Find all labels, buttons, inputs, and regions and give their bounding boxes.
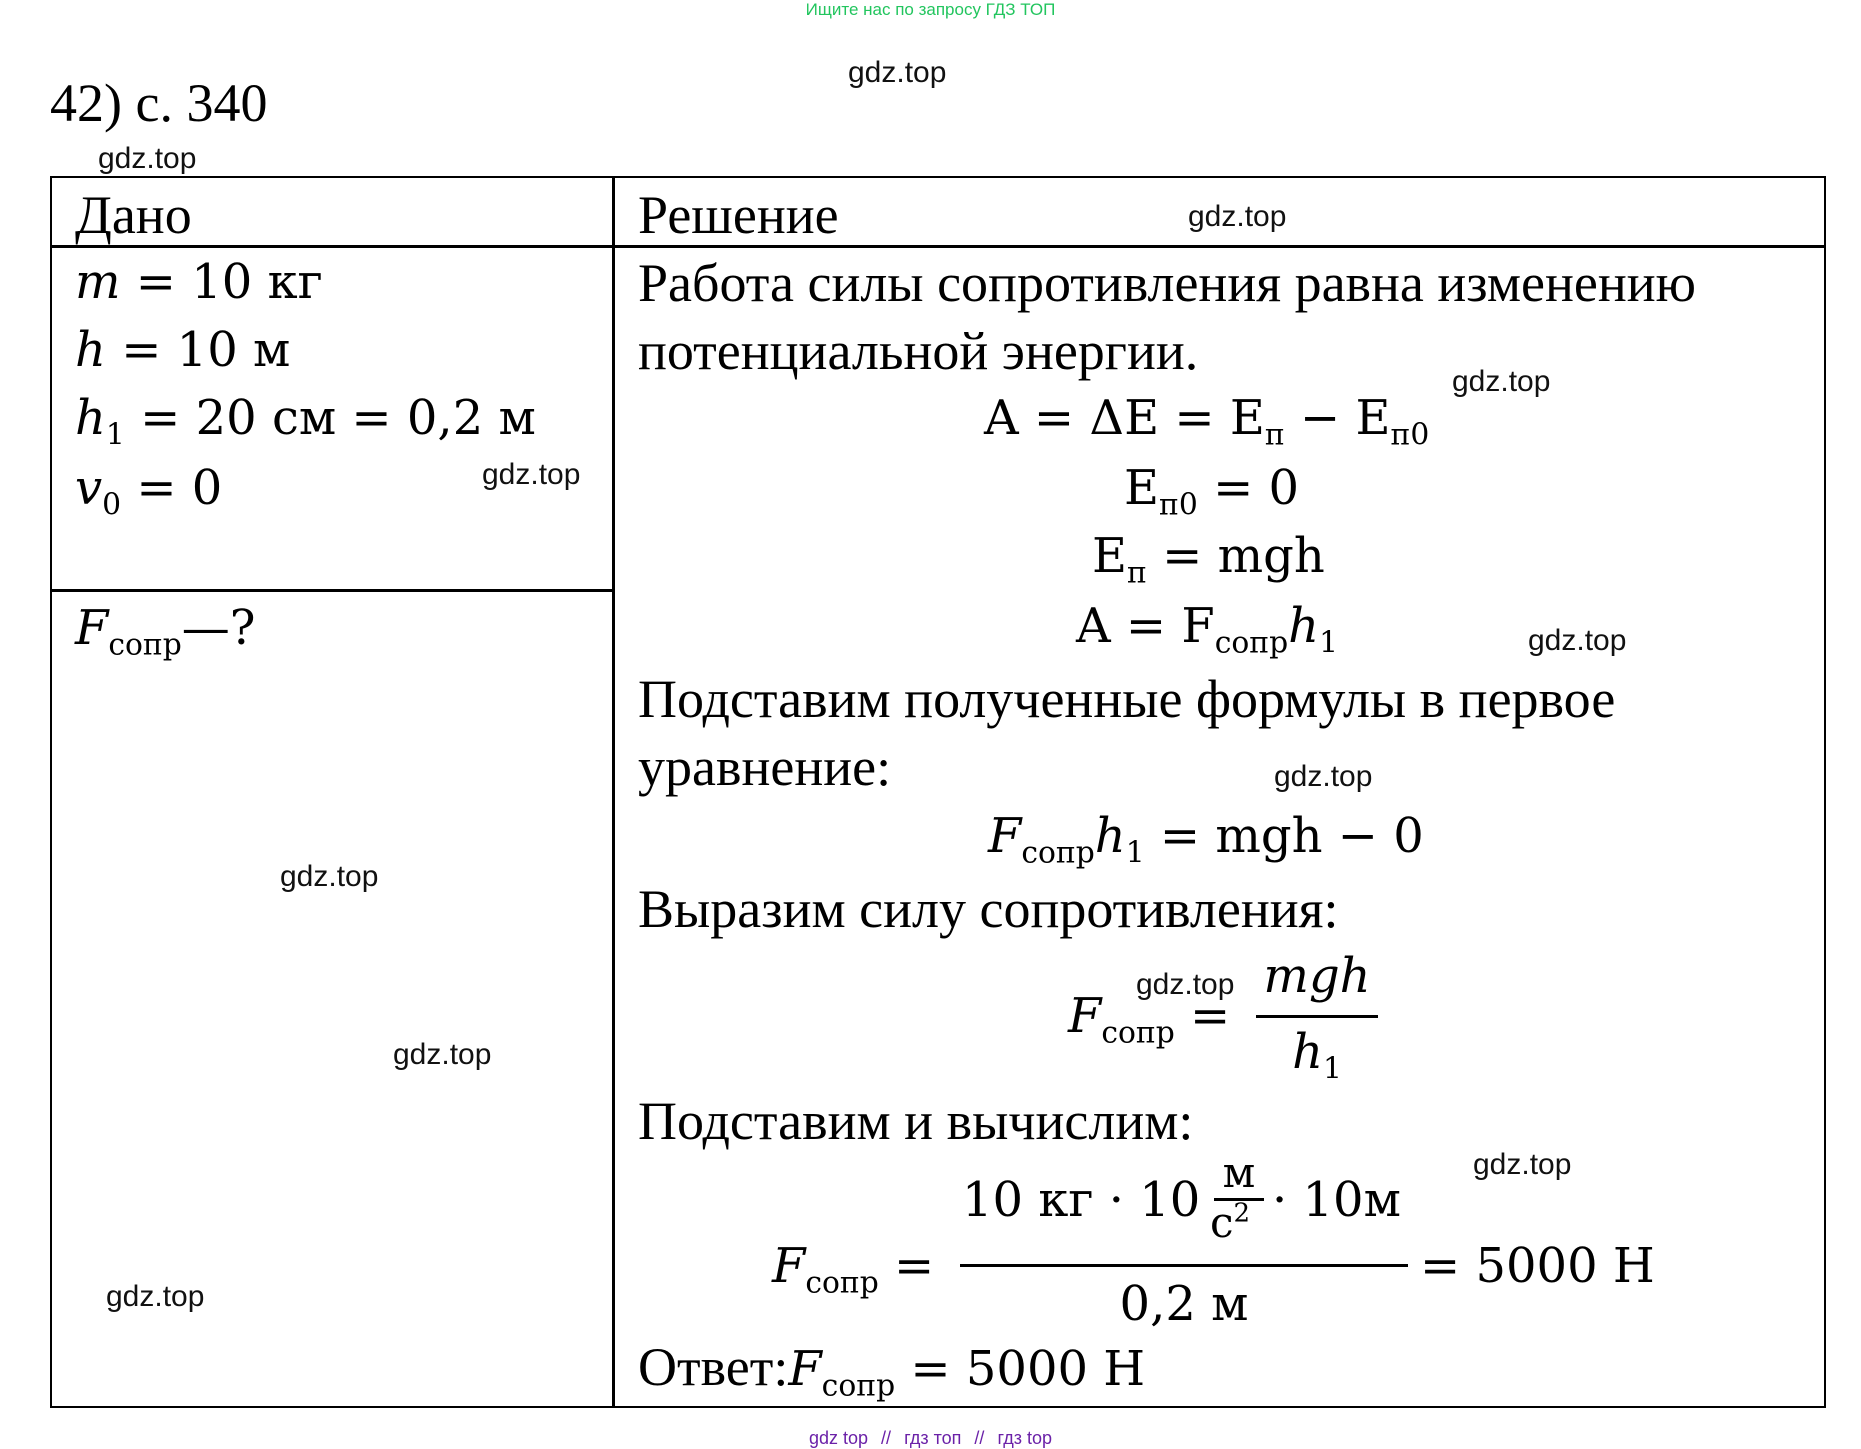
equation-work-energy: $A = \Delta E = E_п - E_{п0}$ — [984, 390, 1430, 453]
watermark: gdz.top — [280, 860, 379, 893]
watermark: gdz.top — [1473, 1148, 1572, 1181]
given-initial-velocity: $v_0 = 0$ — [75, 460, 223, 523]
solution-line-4: уравнение: — [638, 737, 892, 797]
given-height-1: $h_1 = 20$ см = 0,2 м — [75, 390, 536, 453]
top-banner: Ищите нас по запросу ГДЗ ТОП — [805, 0, 1056, 19]
equation-initial-energy: $E_{п0} = 0$ — [1124, 460, 1300, 523]
footer-separator: // — [974, 1428, 985, 1448]
solution-line-5: Выразим силу сопротивления: — [638, 879, 1339, 939]
calc-numerator-a: 10 кг · 10 — [962, 1172, 1201, 1228]
watermark: gdz.top — [1188, 200, 1287, 233]
given-divider — [50, 589, 614, 592]
given-height: h = 10 м — [75, 322, 291, 378]
solution-line-3: Подставим полученные формулы в первое — [638, 669, 1616, 729]
solution-line-6: Подставим и вычислим: — [638, 1091, 1194, 1151]
watermark: gdz.top — [393, 1038, 492, 1071]
footer-link[interactable]: gdz top — [808, 1428, 869, 1448]
watermark: gdz.top — [1136, 968, 1235, 1001]
column-divider — [612, 176, 615, 1408]
watermark: gdz.top — [482, 458, 581, 491]
fraction-lhs: $F_{сопр}$ = — [1068, 988, 1231, 1051]
calc-unit-denominator: $c^2$ — [1210, 1198, 1251, 1247]
answer-line: $Ответ:F_{сопр} = 5000$ Н — [638, 1337, 1146, 1404]
watermark: gdz.top — [1452, 365, 1551, 398]
watermark: gdz.top — [1528, 624, 1627, 657]
calc-lhs: $F_{сопр}$ = — [772, 1238, 935, 1301]
watermark: gdz.top — [848, 56, 947, 89]
fraction-denominator: $h_1$ — [1292, 1024, 1342, 1087]
calc-unit-numerator: м — [1222, 1148, 1256, 1197]
watermark: gdz.top — [106, 1280, 205, 1313]
problem-number: 42) с. 340 — [50, 73, 268, 133]
watermark: gdz.top — [98, 142, 197, 175]
solution-header: Решение — [638, 185, 839, 245]
header-divider — [50, 245, 1826, 248]
equation-work-force: $A = F_{сопр}h_1$ — [1076, 598, 1339, 661]
solution-line-2: потенциальной энергии. — [638, 321, 1199, 381]
find-quantity: $F_{сопр}—$? — [75, 600, 256, 663]
watermark: gdz.top — [1274, 760, 1373, 793]
fraction-bar — [1256, 1015, 1378, 1018]
calc-numerator-b: · 10м — [1272, 1172, 1401, 1228]
footer-links — [0, 1428, 1861, 1449]
given-header: Дано — [75, 185, 192, 245]
equation-substituted: $F_{сопр}h_1$ = mgh − 0 — [988, 808, 1424, 871]
solution-line-1: Работа силы сопротивления равна изменению — [638, 253, 1697, 313]
calc-result: = 5000 Н — [1420, 1238, 1655, 1294]
footer-separator: // — [881, 1428, 892, 1448]
calc-denominator: 0,2 м — [1119, 1276, 1249, 1332]
footer-link[interactable]: гдз топ — [904, 1428, 962, 1448]
calc-fraction-bar — [960, 1264, 1408, 1267]
equation-potential-energy: $E_п$ = mgh — [1092, 528, 1325, 591]
footer-link[interactable]: гдз top — [997, 1428, 1052, 1448]
fraction-numerator: mgh — [1263, 948, 1371, 1004]
given-mass: m = 10 кг — [75, 254, 323, 310]
